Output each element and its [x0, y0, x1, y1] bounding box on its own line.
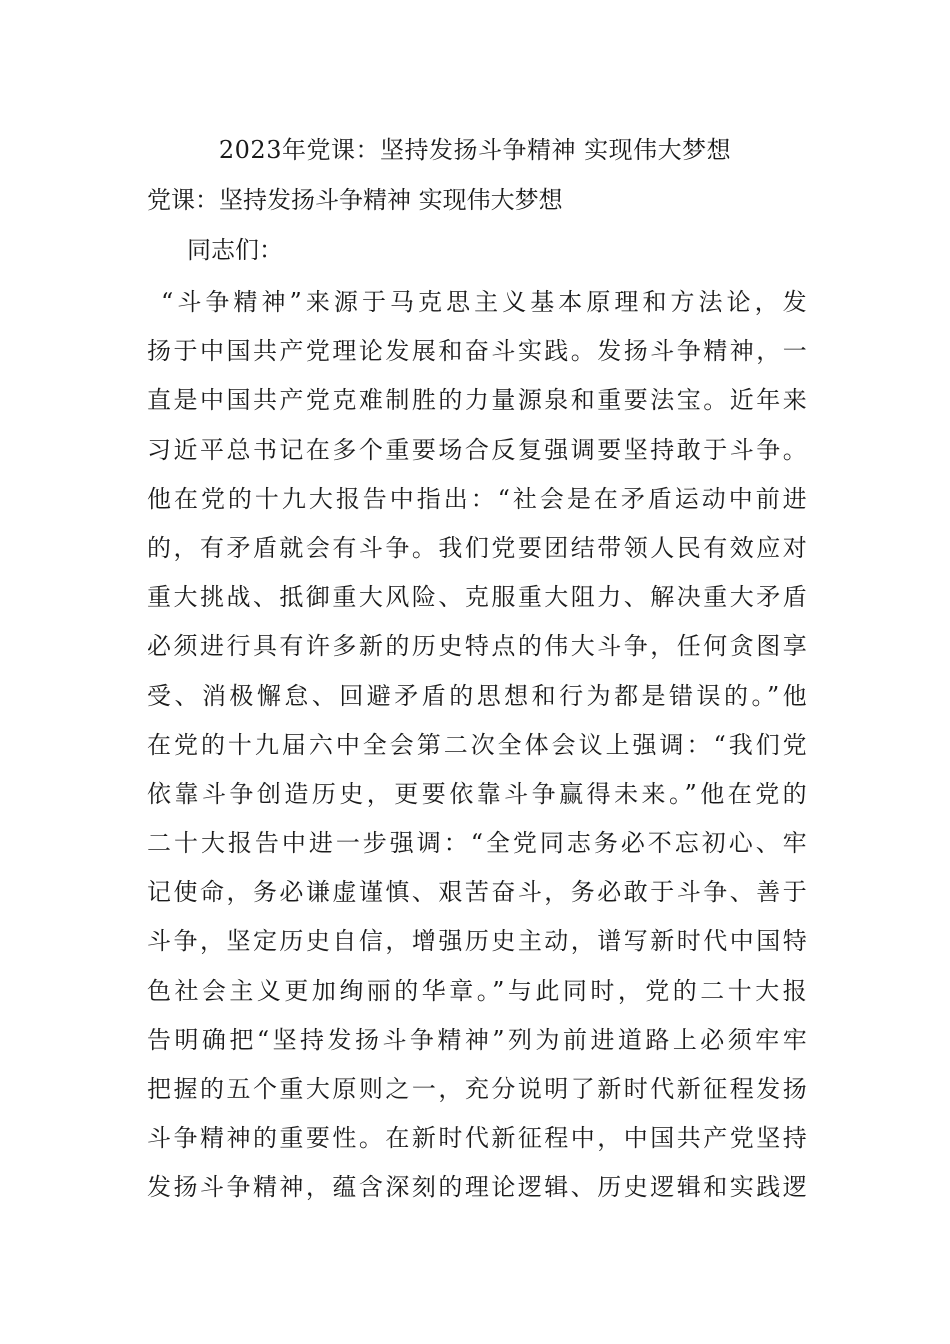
body-line: 记使命，务必谦虚谨慎、艰苦奋斗，务必敢于斗争、善于: [147, 878, 807, 907]
body-line: 他在党的十九大报告中指出：“社会是在矛盾运动中前进: [147, 484, 807, 513]
body-line: 依靠斗争创造历史，更要依靠斗争赢得未来。”他在党的: [147, 779, 807, 808]
body-line: 必须进行具有许多新的历史特点的伟大斗争，任何贪图享: [147, 632, 807, 661]
body-line: 发扬斗争精神，蕴含深刻的理论逻辑、历史逻辑和实践逻: [147, 1173, 807, 1202]
greeting: 同志们：: [187, 236, 283, 264]
body-line: 斗争精神的重要性。在新时代新征程中，中国共产党坚持: [147, 1124, 807, 1153]
body-line: 在党的十九届六中全会第二次全体会议上强调：“我们党: [147, 730, 807, 759]
document-subtitle: 党课：坚持发扬斗争精神 实现伟大梦想: [147, 186, 563, 214]
body-line: 的，有矛盾就会有斗争。我们党要团结带领人民有效应对: [147, 533, 807, 562]
body-line: 扬于中国共产党理论发展和奋斗实践。发扬斗争精神，一: [147, 337, 807, 366]
body-line: 斗争，坚定历史自信，增强历史主动，谱写新时代中国特: [147, 927, 807, 956]
document-title: 2023年党课：坚持发扬斗争精神 实现伟大梦想: [218, 136, 732, 164]
body-line: 把握的五个重大原则之一，充分说明了新时代新征程发扬: [147, 1075, 807, 1103]
body-line: “斗争精神”来源于马克思主义基本原理和方法论，发: [161, 288, 807, 316]
body-line: 色社会主义更加绚丽的华章。”与此同时，党的二十大报: [147, 976, 807, 1005]
body-line: 二十大报告中进一步强调：“全党同志务必不忘初心、牢: [147, 829, 807, 858]
body-line: 习近平总书记在多个重要场合反复强调要坚持敢于斗争。: [147, 435, 807, 464]
body-paragraph: [147, 284, 807, 1219]
body-line: 直是中国共产党克难制胜的力量源泉和重要法宝。近年来: [147, 386, 807, 415]
body-line: 重大挑战、抵御重大风险、克服重大阻力、解决重大矛盾: [147, 583, 807, 612]
body-line: 受、消极懈怠、回避矛盾的思想和行为都是错误的。”他: [147, 681, 807, 710]
body-line: 告明确把“坚持发扬斗争精神”列为前进道路上必须牢牢: [147, 1025, 807, 1054]
